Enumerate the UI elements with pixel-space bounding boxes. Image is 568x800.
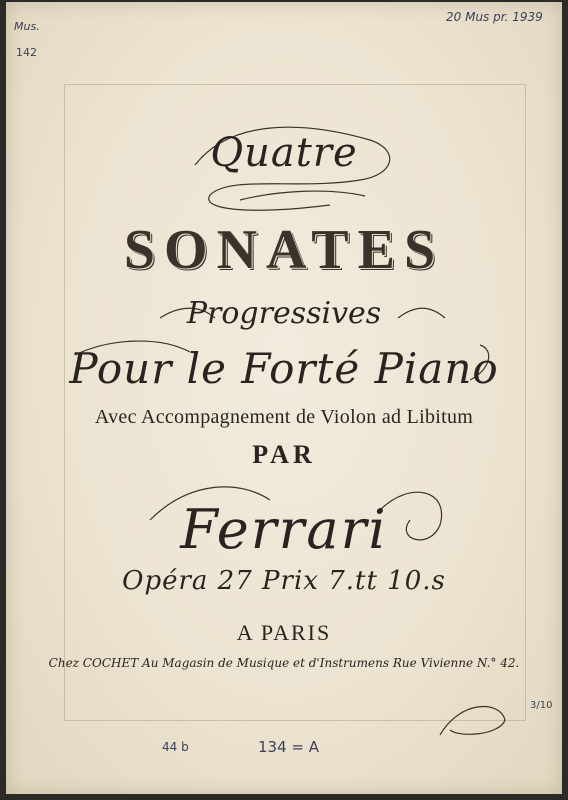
shelfmark-top-right: 20 Mus pr. 1939	[446, 10, 543, 24]
label-par: PAR	[252, 440, 316, 469]
city: A PARIS	[236, 620, 332, 645]
shelfmark-top-left: Mus.	[14, 20, 40, 33]
title-instrument: Pour le Forté Piano	[69, 344, 499, 393]
pencil-note-bottom-right: 3/10	[530, 700, 553, 711]
title-progressives: Progressives	[186, 296, 382, 331]
pencil-note-bottom-center: 134 = A	[258, 738, 319, 756]
shelfmark-number: 142	[16, 46, 37, 59]
signature-stamp	[440, 706, 505, 735]
subtitle-accompaniment: Avec Accompagnement de Violon ad Libitum	[94, 406, 474, 428]
composer-name: Ferrari	[180, 498, 388, 561]
opus-price: Opéra 27 Prix 7.tt 10.s	[122, 566, 446, 596]
pencil-note-bottom-left: 44 b	[162, 740, 189, 754]
publisher-address: Chez COCHET Au Magasin de Musique et d'Instrumens Rue Vivienne N.° 42.	[48, 656, 520, 670]
title-sonates: SONATES	[123, 219, 445, 281]
quatre-underline	[240, 191, 365, 200]
title-quatre: Quatre	[210, 130, 358, 176]
